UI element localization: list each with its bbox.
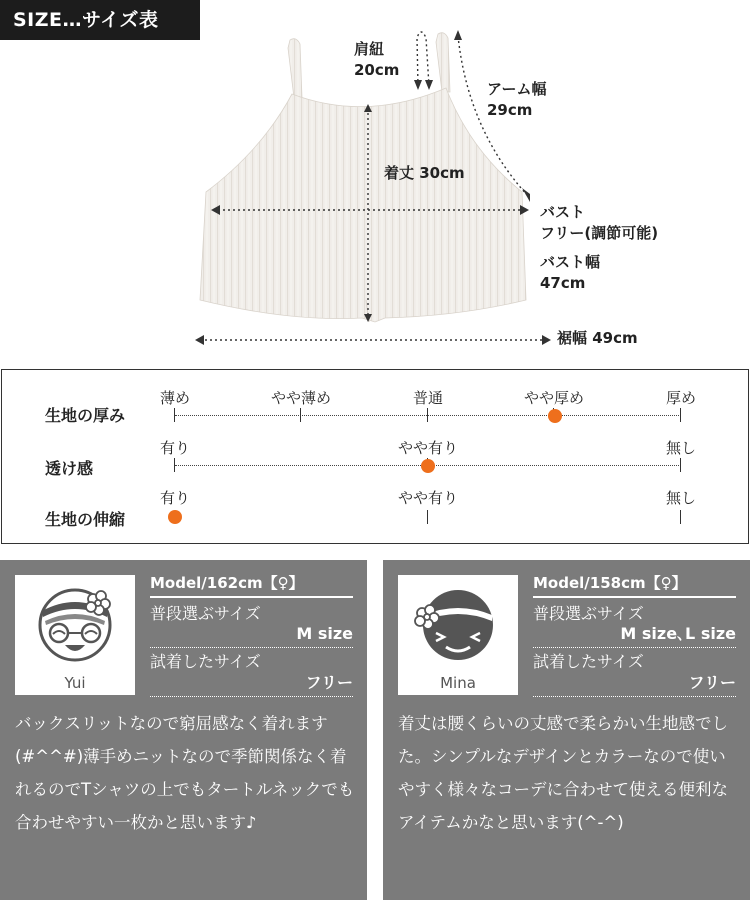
arm-width-label: アーム幅: [487, 80, 547, 98]
stretch-scale-1: やや有り: [397, 489, 459, 507]
divider: [533, 696, 736, 697]
usual-size-label: 普段選ぶサイズ: [150, 604, 261, 623]
thickness-scale-2: 普通: [412, 389, 444, 407]
stretch-tick: [427, 510, 428, 524]
divider: [533, 596, 736, 598]
garment-diagram: [0, 0, 750, 360]
model-info: [518, 572, 738, 692]
thickness-scale-3: やや厚め: [523, 389, 585, 407]
divider: [150, 696, 353, 697]
usual-size-value: M size､L size: [620, 624, 736, 643]
transparency-scale-0: 有り: [159, 439, 191, 457]
avatar: [15, 575, 135, 695]
tried-size-value: フリー: [688, 673, 736, 692]
size-chart-tag: SIZE…サイズ表: [0, 0, 200, 40]
transparency-label: 透け感: [45, 459, 94, 478]
model-title: Model/158cm【♀】: [533, 574, 687, 592]
thickness-marker: [548, 409, 562, 423]
stretch-marker: [168, 510, 182, 524]
fabric-properties-panel: [1, 369, 749, 544]
transparency-tick: [174, 458, 175, 472]
length-label: 着丈 30cm: [384, 164, 465, 182]
divider: [150, 647, 353, 648]
thickness-tick: [174, 408, 175, 422]
bust-label: バスト: [540, 203, 586, 221]
shoulder-strap-label: 肩紐: [354, 40, 385, 58]
thickness-scale-0: 薄め: [159, 389, 191, 407]
tried-size-label: 試着したサイズ: [533, 652, 644, 671]
model-name: Yui: [64, 674, 86, 692]
usual-size-label: 普段選ぶサイズ: [533, 604, 644, 623]
bust-width-label: バスト幅: [540, 253, 601, 271]
model-title: Model/162cm【♀】: [150, 574, 304, 592]
hem-width-label: 裾幅 49cm: [557, 329, 638, 347]
stretch-scale-0: 有り: [159, 489, 191, 507]
tried-size-value: フリー: [305, 673, 353, 692]
usual-size-value: M size: [296, 624, 353, 643]
shoulder-strap-value: 20cm: [354, 61, 400, 79]
transparency-tick: [680, 458, 681, 472]
transparency-scale-1: やや有り: [397, 439, 459, 457]
thickness-label: 生地の厚み: [45, 406, 126, 425]
model-review-text: バックスリットなので窮屈感なく着れます(#^^#)薄手めニットなので季節関係なく着れるのでTシャツの上でもタートルネックでも合わせやすい一枚かと思います♪: [15, 714, 355, 832]
transparency-scale-2: 無し: [665, 439, 697, 457]
arm-width-value: 29cm: [487, 101, 533, 119]
model-review-panel-mina: [383, 560, 750, 900]
thickness-tick: [680, 408, 681, 422]
avatar: [398, 575, 518, 695]
thickness-tick: [427, 408, 428, 422]
thickness-tick: [300, 408, 301, 422]
transparency-marker: [421, 459, 435, 473]
model-name: Mina: [440, 674, 476, 692]
model-review-text: 着丈は腰くらいの丈感で柔らかい生地感でした。シンプルなデザインとカラーなので使いやすく様々なコーデに合わせて使える便利なアイテムかなと思います(^-^): [398, 714, 728, 832]
divider: [533, 647, 736, 648]
tried-size-label: 試着したサイズ: [150, 652, 261, 671]
stretch-label: 生地の伸縮: [45, 510, 126, 529]
bust-width-value: 47cm: [540, 274, 586, 292]
stretch-tick: [680, 510, 681, 524]
thickness-scale-4: 厚め: [665, 389, 697, 407]
model-review-panel-yui: [0, 560, 367, 900]
bust-value: フリー(調節可能): [540, 224, 659, 242]
stretch-scale-2: 無し: [665, 489, 697, 507]
divider: [150, 596, 353, 598]
model-info: [135, 572, 355, 692]
thickness-scale-1: やや薄め: [270, 389, 332, 407]
